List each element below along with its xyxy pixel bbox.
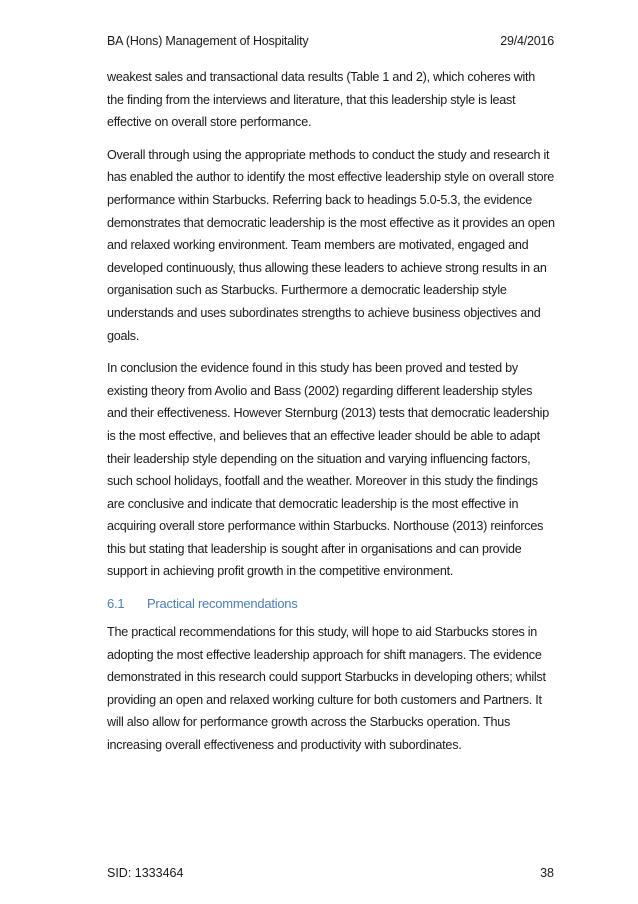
section-paragraph: The practical recommendations for this study, will hope to aid Starbucks stores in adopting the most effective leadership approach for shift managers. The evidence demonstrated in this research could support Starbucks in developing others; whilst providing an open and relaxed working culture for both customers and Partners. It will also allow for performance growth across the Starbucks operation. Thus increasing overall effectiveness and productivity with subordinates. xyxy=(107,625,546,753)
section-number: 6.1 xyxy=(107,596,125,612)
paragraph: weakest sales and transactional data results (Table 1 and 2), which coheres with the finding from the interviews and literature, that this leadership style is least effective on overall store performance. xyxy=(107,70,536,130)
section-heading xyxy=(107,593,555,615)
section-title: Practical recommendations xyxy=(147,596,298,612)
paragraph: Overall through using the appropriate methods to conduct the study and research it has enabled the author to identify the most effective leadership style on overall store performance within Starbucks. Referring back to headings 5.0-5.3, the evidence demonstrates that democratic leadership is the most effective as it provides an open and relaxed working environment. Team members are motivated, engaged and developed continuously, thus allowing these leaders to achieve strong results in an organisation such as Starbucks. Furthermore a democratic leadership style understands and uses subordinates strengths to achieve business objectives and goals. xyxy=(107,147,555,343)
paragraph: In conclusion the evidence found in this study has been proved and tested by existing theory from Avolio and Bass (2002) regarding different leadership styles and their effectiveness. However Sternburg (2013) tests that democratic leadership is the most effective, and believes that an effective leader should be able to adapt their leadership style depending on the situation and varying influencing factors, such school holidays, footfall and the weather. Moreover in this study the findings are conclusive and indicate that democratic leadership is the most effective in acquiring overall store performance within Starbucks. Northouse (2013) reinforces this but stating that leadership is sought after in organisations and can provide support in achieving profit growth in the competitive environment. xyxy=(107,361,549,579)
footer-sid: SID: 1333464 xyxy=(107,866,184,880)
body-text xyxy=(107,66,555,767)
page-number: 38 xyxy=(540,866,554,880)
page-footer xyxy=(107,866,554,880)
page-header xyxy=(107,34,554,48)
header-date: 29/4/2016 xyxy=(500,34,554,48)
header-course-title: BA (Hons) Management of Hospitality xyxy=(107,34,309,48)
